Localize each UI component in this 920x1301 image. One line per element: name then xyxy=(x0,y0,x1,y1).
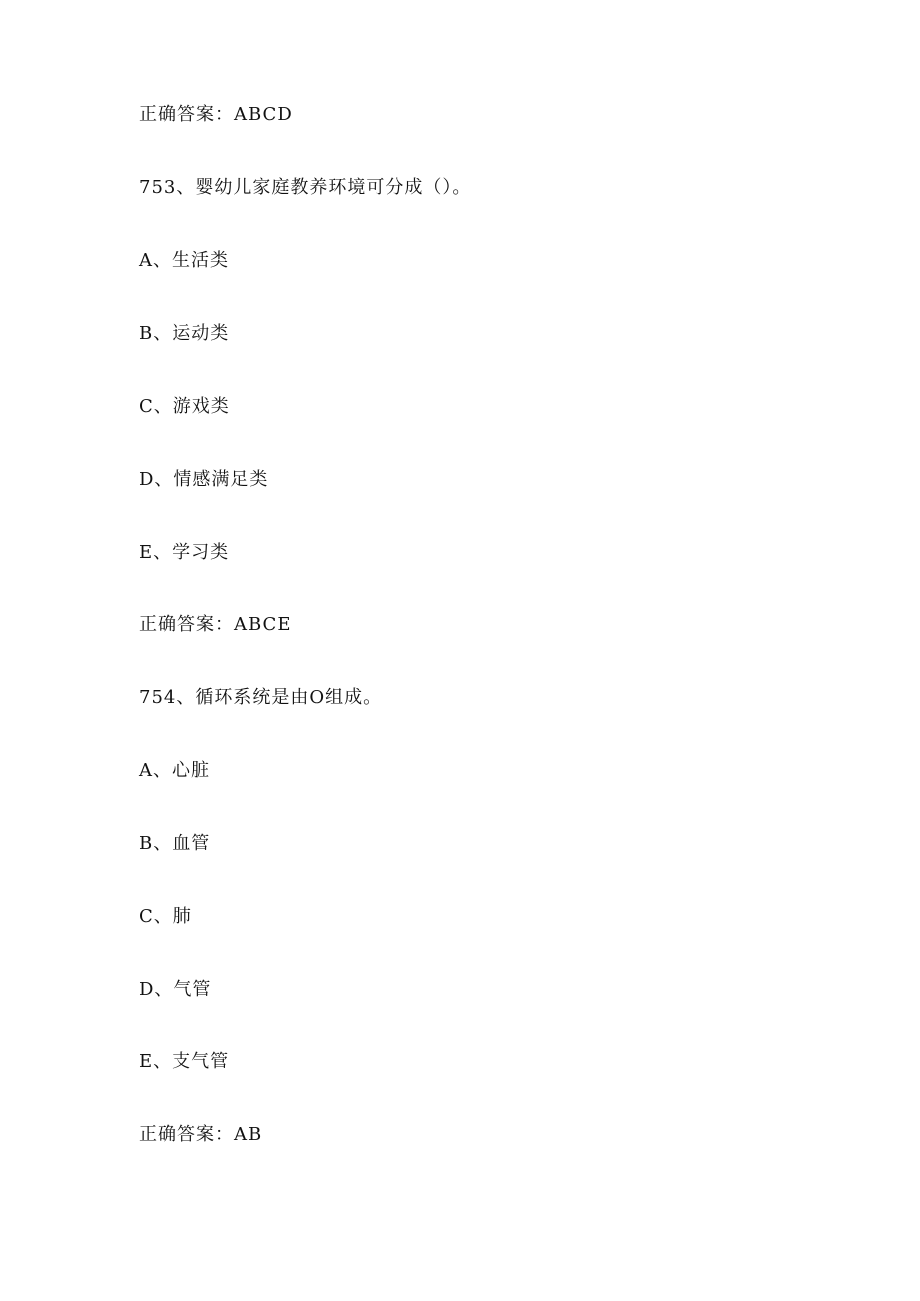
option-line: D、气管 xyxy=(139,979,212,1000)
answer-line: 正确答案：ABCD xyxy=(139,104,293,125)
option-line: B、血管 xyxy=(139,833,211,854)
option-line: E、支气管 xyxy=(139,1051,230,1072)
answer-line: 正确答案：ABCE xyxy=(139,614,292,635)
option-line: A、心脏 xyxy=(139,760,210,781)
option-line: B、运动类 xyxy=(139,323,230,344)
question-line: 753、婴幼儿家庭教养环境可分成（）。 xyxy=(139,177,472,198)
answer-line: 正确答案：AB xyxy=(139,1124,263,1145)
option-line: C、肺 xyxy=(139,906,192,927)
option-line: A、生活类 xyxy=(139,250,229,271)
question-line: 754、循环系统是由O组成。 xyxy=(139,687,383,708)
option-line: C、游戏类 xyxy=(139,396,230,417)
option-line: E、学习类 xyxy=(139,542,230,563)
option-line: D、情感满足类 xyxy=(139,469,269,490)
